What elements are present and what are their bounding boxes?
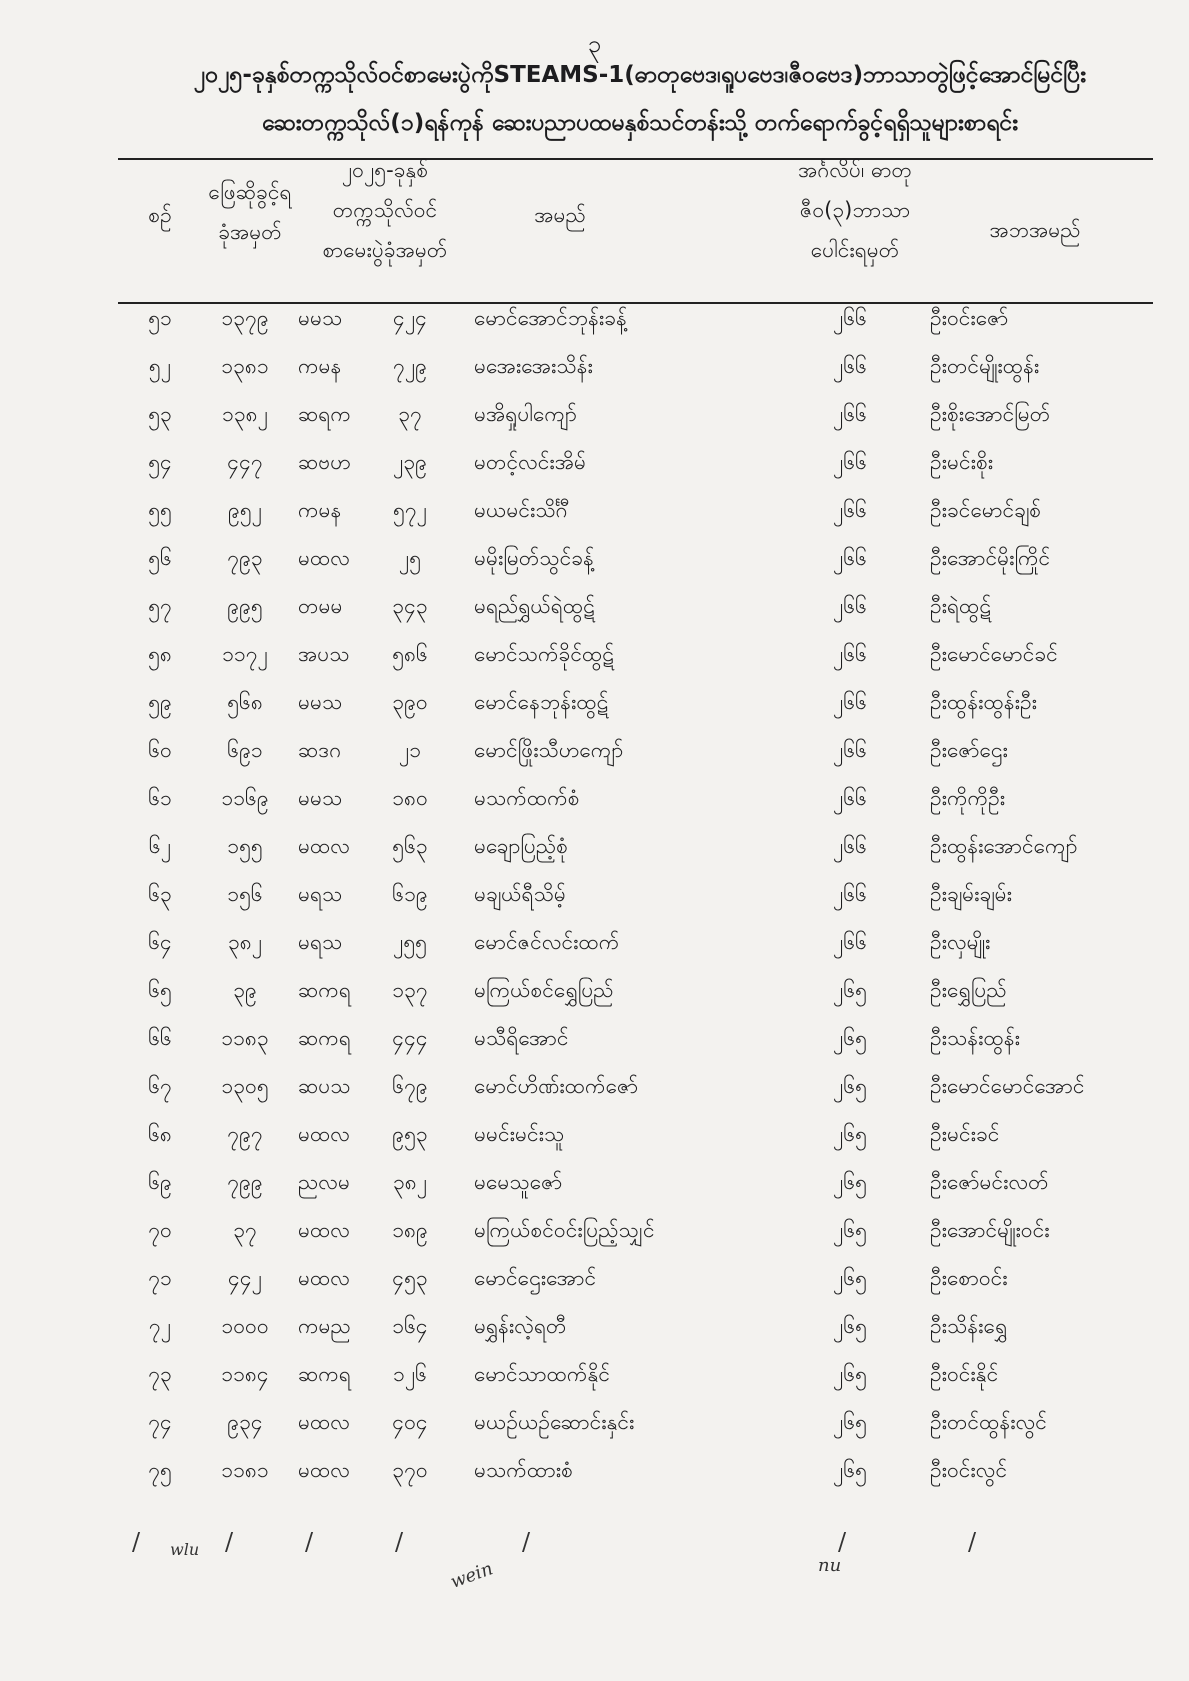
cell-exam-number: ၆၁၉: [392, 882, 428, 906]
cell-student-name: မောင်သက်ခိုင်ထွဋ်: [474, 642, 614, 666]
cell-exam-number: ၁၃၇: [392, 978, 428, 1002]
cell-student-name: မသီရိအောင်: [474, 1026, 569, 1050]
cell-father-name: ဦးခင်မောင်ချစ်: [930, 498, 1042, 522]
table-row: [0, 1217, 1189, 1263]
cell-exam-number: ၂၁: [398, 738, 422, 762]
table-row: [0, 977, 1189, 1023]
cell-exam-code: မရသ: [298, 930, 343, 954]
table-row: [0, 1313, 1189, 1359]
cell-total-marks: ၂၆၅: [833, 1410, 867, 1434]
header-marks-line2: ဇီဝ(၃)ဘာသာ: [799, 198, 911, 222]
table-row: [0, 1073, 1189, 1119]
cell-exam-code: ဆကရ: [298, 978, 351, 1002]
table-row: [0, 353, 1189, 399]
cell-student-name: မအေးအေးသိန်း: [474, 354, 593, 378]
cell-total-marks: ၂၆၆: [833, 306, 867, 330]
cell-exam-code: မမသ: [298, 306, 343, 330]
signature-slash: /: [395, 1528, 404, 1556]
signature-initial: wlu: [170, 1540, 200, 1559]
cell-exam-number: ၅၈၆: [392, 642, 428, 666]
cell-father-name: ဦးထွန်းအောင်ကျော်: [930, 834, 1078, 858]
cell-father-name: ဦးသိန်းရွှေ: [930, 1314, 1008, 1338]
cell-exam-code: မထလ: [298, 546, 350, 570]
cell-exam-number: ၉၅၃: [392, 1122, 428, 1146]
cell-roll-no: ၁၅၅: [227, 834, 263, 858]
cell-total-marks: ၂၆၆: [833, 930, 867, 954]
header-exam-roll-line3: စာမေးပွဲခုံအမှတ်: [322, 238, 448, 262]
cell-student-name: မယဉ်ယဉ်ဆောင်းနှင်း: [474, 1410, 635, 1434]
cell-exam-number: ၁၆၄: [392, 1314, 428, 1338]
cell-father-name: ဦးဝင်းလွင်: [930, 1458, 1008, 1482]
cell-exam-number: ၁၂၆: [393, 1362, 427, 1386]
document-title-line1: ၂၀၂၅-ခုနှစ်တက္ကသိုလ်ဝင်စာမေးပွဲကိုSTEAMS-1(ဓာတုဗေဒ၊ရူပဗေဒ၊ဇီဝဗေဒ)ဘာသာတွဲဖြင့်အောင်မြင်ပြီး: [193, 62, 1087, 88]
cell-student-name: မသက်ထားစံ: [474, 1458, 573, 1482]
cell-exam-number: ၂၅: [398, 546, 422, 570]
table-row: [0, 497, 1189, 543]
cell-roll-no: ၃၇: [233, 1218, 257, 1242]
cell-serial-no: ၆၅: [148, 978, 172, 1002]
cell-total-marks: ၂၆၅: [833, 1026, 867, 1050]
header-exam-roll: [290, 150, 480, 270]
table-row: [0, 593, 1189, 639]
cell-student-name: မတင့်လင်းအိမ်: [474, 450, 587, 474]
cell-exam-number: ၃၄၃: [392, 594, 428, 618]
cell-exam-code: မထလ: [298, 1410, 350, 1434]
cell-student-name: မအိရှုပါကျော်: [474, 402, 577, 426]
signature-slash: /: [522, 1528, 531, 1556]
cell-exam-code: မထလ: [298, 834, 350, 858]
cell-total-marks: ၂၆၅: [833, 1170, 867, 1194]
cell-student-name: မယမင်းသိင်္ဂီ: [474, 498, 569, 522]
cell-roll-no: ၁၃၀၅: [221, 1074, 269, 1098]
cell-roll-no: ၄၄၇: [227, 450, 263, 474]
cell-roll-no: ၁၁၇၂: [222, 642, 268, 666]
cell-exam-code: ဆဒဂ: [298, 738, 342, 762]
cell-roll-no: ၁၁၆၉: [221, 786, 269, 810]
cell-exam-number: ၅၇၂: [393, 498, 427, 522]
cell-exam-code: မထလ: [298, 1122, 350, 1146]
header-name: အမည်: [534, 203, 586, 227]
cell-father-name: ဦးမင်းခင်: [930, 1122, 1000, 1146]
cell-exam-number: ၆၇၉: [392, 1074, 428, 1098]
cell-exam-code: အပသ: [298, 642, 350, 666]
signature-initial: nu: [818, 1555, 842, 1576]
cell-roll-no: ၇၉၃: [227, 546, 263, 570]
cell-serial-no: ၇၃: [148, 1362, 172, 1386]
cell-father-name: ဦးရွှေပြည်: [930, 978, 1007, 1002]
cell-serial-no: ၆၃: [148, 882, 172, 906]
cell-student-name: မောင်အောင်ဘုန်းခန့်: [474, 306, 627, 330]
header-roll-line2: ခုံအမှတ်: [218, 220, 282, 244]
cell-exam-code: ဆဗဟ: [298, 450, 351, 474]
cell-serial-no: ၇၀: [148, 1218, 172, 1242]
cell-exam-number: ၄၀၄: [392, 1410, 428, 1434]
cell-exam-code: ဆပသ: [298, 1074, 351, 1098]
cell-serial-no: ၆၁: [148, 786, 172, 810]
cell-father-name: ဦးသန်းထွန်း: [930, 1026, 1020, 1050]
cell-total-marks: ၂၆၆: [833, 882, 867, 906]
table-row: [0, 881, 1189, 927]
cell-roll-no: ၅၆၈: [227, 690, 263, 714]
cell-exam-code: မမသ: [298, 690, 343, 714]
cell-father-name: ဦးအောင်မျိုးဝင်း: [930, 1218, 1050, 1242]
page-number: ၃: [587, 30, 602, 58]
cell-total-marks: ၂၆၅: [833, 1122, 867, 1146]
header-exam-roll-line1: ၂၀၂၅-ခုနှစ်: [341, 158, 429, 182]
cell-roll-no: ၇၉၉: [227, 1170, 263, 1194]
cell-student-name: မရည်ရွှယ်ရဲထွဋ်: [474, 594, 595, 618]
header-father: အဘအမည်: [989, 218, 1081, 242]
table-row: [0, 641, 1189, 687]
cell-exam-number: ၄၅၃: [392, 1266, 428, 1290]
cell-serial-no: ၇၅: [148, 1458, 172, 1482]
cell-student-name: မမင်းမင်းသူ: [474, 1122, 565, 1146]
cell-serial-no: ၅၄: [148, 450, 172, 474]
cell-total-marks: ၂၆၆: [833, 642, 867, 666]
cell-student-name: မောင်ဖြိုးသီဟကျော်: [474, 738, 624, 762]
cell-serial-no: ၆၂: [148, 834, 172, 858]
cell-roll-no: ၁၁၈၁: [221, 1458, 269, 1482]
cell-exam-code: ဆကရ: [298, 1362, 351, 1386]
cell-exam-number: ၃၇: [398, 402, 422, 426]
cell-roll-no: ၁၁၈၃: [221, 1026, 269, 1050]
cell-roll-no: ၉၃၄: [227, 1410, 263, 1434]
cell-father-name: ဦးမင်းစိုး: [930, 450, 994, 474]
cell-roll-no: ၁၁၈၄: [221, 1362, 269, 1386]
signature-initial: wein: [447, 1558, 496, 1593]
cell-roll-no: ၁၃၇၉: [221, 306, 269, 330]
cell-exam-code: တမမ: [298, 594, 343, 618]
table-row: [0, 1265, 1189, 1311]
cell-roll-no: ၇၉၇: [227, 1122, 263, 1146]
cell-serial-no: ၆၀: [148, 738, 172, 762]
table-header-rule: [118, 302, 1153, 304]
cell-total-marks: ၂၆၆: [833, 690, 867, 714]
cell-serial-no: ၅၁: [148, 306, 172, 330]
cell-student-name: မချယ်ရီသိမ့်: [474, 882, 566, 906]
cell-exam-code: မထလ: [298, 1218, 350, 1242]
table-row: [0, 785, 1189, 831]
cell-father-name: ဦးမောင်မောင်ခင်: [930, 642, 1058, 666]
cell-father-name: ဦးရဲထွဋ်: [930, 594, 991, 618]
cell-student-name: မောင်သာထက်နိုင်: [474, 1362, 610, 1386]
cell-total-marks: ၂၆၆: [833, 450, 867, 474]
cell-exam-code: ဆကရ: [298, 1026, 351, 1050]
header-exam-roll-line2: တက္ကသိုလ်ဝင်: [332, 198, 438, 222]
cell-serial-no: ၆၉: [148, 1170, 172, 1194]
header-marks-line3: ပေါင်းရမှတ်: [810, 238, 900, 262]
cell-serial-no: ၆၈: [148, 1122, 172, 1146]
cell-student-name: မကြယ်စင်ဝင်းပြည့်သျှင်: [474, 1218, 655, 1242]
table-row: [0, 929, 1189, 975]
cell-total-marks: ၂၆၅: [833, 1266, 867, 1290]
cell-exam-number: ၃၉၀: [392, 690, 428, 714]
cell-student-name: မမိုးမြတ်သွင်ခန့်: [474, 546, 594, 570]
table-row: [0, 1121, 1189, 1167]
cell-exam-number: ၁၈၀: [392, 786, 428, 810]
cell-exam-number: ၂၅၅: [393, 930, 427, 954]
table-row: [0, 1169, 1189, 1215]
cell-father-name: ဦးဇော်ဌေး: [930, 738, 1008, 762]
cell-serial-no: ၅၂: [148, 354, 172, 378]
cell-serial-no: ၅၈: [148, 642, 172, 666]
cell-total-marks: ၂၆၆: [833, 498, 867, 522]
table-row: [0, 1457, 1189, 1503]
cell-serial-no: ၇၁: [148, 1266, 172, 1290]
table-row: [0, 1409, 1189, 1455]
cell-serial-no: ၅၉: [148, 690, 172, 714]
table-row: [0, 689, 1189, 735]
signature-slash: /: [225, 1528, 234, 1556]
cell-father-name: ဦးထွန်းထွန်းဦး: [930, 690, 1037, 714]
cell-serial-no: ၅၃: [148, 402, 172, 426]
cell-father-name: ဦးမောင်မောင်အောင်: [930, 1074, 1085, 1098]
cell-student-name: မကြယ်စင်ရွှေပြည်: [474, 978, 614, 1002]
cell-father-name: ဦးဝင်းဇော်: [930, 306, 1009, 330]
cell-father-name: ဦးကိုကိုဦး: [930, 786, 1006, 810]
cell-total-marks: ၂၆၅: [833, 1362, 867, 1386]
cell-serial-no: ၆၆: [148, 1026, 172, 1050]
cell-father-name: ဦးတင်ထွန်းလွင်: [930, 1410, 1047, 1434]
cell-student-name: မောင်နေဘုန်းထွဋ်: [474, 690, 609, 714]
cell-total-marks: ၂၆၆: [833, 834, 867, 858]
cell-total-marks: ၂၆၅: [833, 1458, 867, 1482]
cell-roll-no: ၆၉၁: [227, 738, 263, 762]
table-row: [0, 833, 1189, 879]
table-row: [0, 737, 1189, 783]
table-top-rule: [118, 158, 1153, 160]
cell-roll-no: ၁၃၈၁: [221, 354, 269, 378]
cell-exam-code: မမသ: [298, 786, 343, 810]
cell-father-name: ဦးလှမျိုး: [930, 930, 991, 954]
cell-father-name: ဦးစိုးအောင်မြတ်: [930, 402, 1051, 426]
cell-exam-number: ၂၃၉: [393, 450, 427, 474]
cell-father-name: ဦးဇော်မင်းလတ်: [930, 1170, 1049, 1194]
cell-roll-no: ၁၅၆: [227, 882, 263, 906]
cell-total-marks: ၂၆၅: [833, 1314, 867, 1338]
cell-total-marks: ၂၆၆: [833, 594, 867, 618]
header-no: စဉ်: [148, 203, 172, 227]
table-row: [0, 1361, 1189, 1407]
table-row: [0, 305, 1189, 351]
cell-total-marks: ၂၆၅: [833, 978, 867, 1002]
cell-total-marks: ၂၆၆: [833, 402, 867, 426]
cell-exam-number: ၄၄၄: [392, 1026, 428, 1050]
cell-father-name: ဦးအောင်မိုးကြိုင်: [930, 546, 1051, 570]
cell-student-name: မမေသူဇော်: [474, 1170, 563, 1194]
cell-total-marks: ၂၆၆: [833, 546, 867, 570]
cell-exam-number: ၁၈၉: [392, 1218, 428, 1242]
cell-total-marks: ၂၆၆: [833, 786, 867, 810]
cell-father-name: ဦးဝင်းနိုင်: [930, 1362, 999, 1386]
cell-student-name: မောင်ဇင်လင်းထက်: [474, 930, 620, 954]
cell-exam-number: ၅၆၃: [392, 834, 428, 858]
cell-serial-no: ၅၅: [148, 498, 172, 522]
cell-serial-no: ၇၂: [148, 1314, 172, 1338]
cell-exam-code: မထလ: [298, 1458, 350, 1482]
document-title-line2: ဆေးတက္ကသိုလ်(၁)ရန်ကုန် ဆေးပညာပထမနှစ်သင်တန်းသို့ တက်ရောက်ခွင့်ရရှိသူများစာရင်း: [261, 110, 1019, 136]
cell-exam-code: ဆရက: [298, 402, 351, 426]
cell-exam-number: ၇၂၉: [393, 354, 427, 378]
cell-total-marks: ၂၆၅: [833, 1074, 867, 1098]
cell-exam-code: ကမန: [298, 498, 342, 522]
cell-roll-no: ၃၈၂: [227, 930, 263, 954]
cell-roll-no: ၁၀၀၀: [221, 1314, 269, 1338]
cell-serial-no: ၅၇: [148, 594, 172, 618]
cell-exam-code: ကမန: [298, 354, 342, 378]
cell-total-marks: ၂၆၅: [833, 1218, 867, 1242]
cell-serial-no: ၆၇: [148, 1074, 172, 1098]
cell-roll-no: ၁၃၈၂: [222, 402, 268, 426]
signature-slash: /: [305, 1528, 314, 1556]
cell-exam-number: ၃၇၀: [392, 1458, 428, 1482]
cell-father-name: ဦးတင်မျိုးထွန်း: [930, 354, 1040, 378]
cell-father-name: ဦးစောဝင်း: [930, 1266, 1008, 1290]
cell-student-name: မချောပြည့်စုံ: [474, 834, 568, 858]
header-roll-line1: ဖြေဆိုခွင့်ရ: [208, 180, 292, 204]
signature-slash: /: [968, 1528, 977, 1556]
cell-roll-no: ၄၄၂: [228, 1266, 262, 1290]
table-row: [0, 449, 1189, 495]
cell-roll-no: ၉၅၂: [228, 498, 262, 522]
cell-exam-code: ညလမ: [298, 1170, 350, 1194]
cell-exam-code: မထလ: [298, 1266, 350, 1290]
cell-student-name: မောင်ဌေးအောင်: [474, 1266, 597, 1290]
cell-exam-code: မရသ: [298, 882, 343, 906]
cell-serial-no: ၆၄: [148, 930, 172, 954]
cell-serial-no: ၇၄: [148, 1410, 172, 1434]
cell-student-name: မသက်ထက်စံ: [474, 786, 580, 810]
cell-total-marks: ၂၆၆: [833, 738, 867, 762]
cell-serial-no: ၅၆: [148, 546, 172, 570]
cell-exam-code: ကမည: [298, 1314, 351, 1338]
table-row: [0, 401, 1189, 447]
cell-roll-no: ၃၉: [233, 978, 257, 1002]
signature-slash: /: [132, 1528, 141, 1556]
cell-father-name: ဦးချမ်းချမ်း: [930, 882, 1012, 906]
table-row: [0, 545, 1189, 591]
cell-total-marks: ၂၆၆: [833, 354, 867, 378]
cell-roll-no: ၉၉၅: [227, 594, 263, 618]
signature-slash: /: [838, 1528, 847, 1556]
cell-exam-number: ၃၈၂: [392, 1170, 428, 1194]
cell-student-name: မရွှန်းလဲ့ရတီ: [474, 1314, 567, 1338]
table-row: [0, 1025, 1189, 1071]
header-marks: [770, 150, 940, 270]
cell-exam-number: ၄၂၄: [393, 306, 427, 330]
header-marks-line1: အင်္ဂလိပ်၊ ဓာတု: [798, 158, 912, 182]
cell-student-name: မောင်ဟိဏ်းထက်ဇော်: [474, 1074, 639, 1098]
